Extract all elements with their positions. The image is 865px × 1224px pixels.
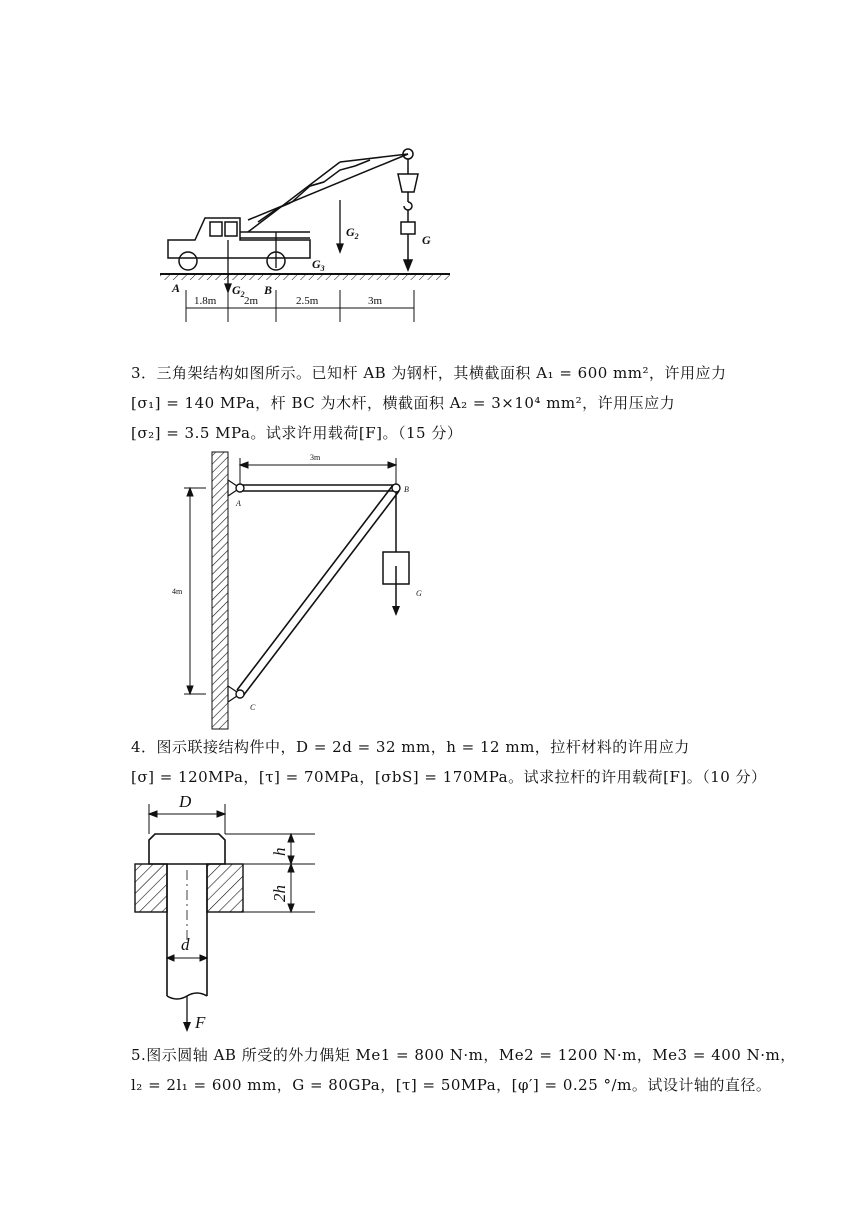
bolt-dim-d <box>167 955 207 961</box>
truss-figure <box>160 448 440 733</box>
problem-5-line-1: 5.图示圆轴 AB 所受的外力偶矩 Me1 = 800 N·m，Me2 = 1200 N·m，Me3 = 400 N·m， <box>131 1046 796 1064</box>
bolt-label-2h: 2h <box>270 885 289 902</box>
hook-and-load <box>398 159 418 270</box>
joint-B <box>392 484 400 492</box>
problem-4-line-1: 4．图示联接结构件中，D = 2d = 32 mm，h = 12 mm，拉杆材料的许用应力 <box>131 738 690 756</box>
bolt-force-arrow <box>183 1022 191 1032</box>
plate-left <box>135 864 167 912</box>
truss-bars <box>237 485 399 696</box>
problem-5-text <box>131 1040 796 1100</box>
problem-3-text <box>131 358 741 448</box>
ground-hatch <box>160 274 450 280</box>
joint-C <box>236 690 244 698</box>
problem-5-line-2: l₂ = 2l₁ = 600 mm，G = 80GPa，[τ] = 50MPa，[φ′] = 0.25 °/m。试设计轴的直径。 <box>131 1076 772 1094</box>
crane-label-G: G <box>422 233 431 247</box>
problem-3-line-3: [σ₂] = 3.5 MPa。试求许用载荷[F]。（15 分） <box>131 424 463 442</box>
plate-right <box>207 864 243 912</box>
truss-label-B: B <box>404 485 409 494</box>
crane-dim-3: 2.5m <box>296 295 319 307</box>
bolt-label-D: D <box>179 792 192 811</box>
crane-label-A: A <box>172 281 181 295</box>
problem-4-line-2: [σ] = 120MPa，[τ] = 70MPa，[σbS] = 170MPa。试求拉杆的许用载荷[F]。（10 分） <box>131 768 767 786</box>
bolt-figure <box>125 790 325 1035</box>
bolt-shank <box>167 864 207 999</box>
crane-label-G3: $G_3$ <box>312 257 325 273</box>
truss-label-A: A <box>236 499 241 508</box>
problem-4-text <box>131 732 767 792</box>
crane-dim-2: 2m <box>244 295 259 307</box>
crane-label-B: B <box>264 283 273 297</box>
bolt-label-F: F <box>195 1013 206 1032</box>
problem-3-line-2: [σ₁] = 140 MPa，杆 BC 为木杆，横截面积 A₂ = 3×10⁴ mm²，许用压应力 <box>131 394 676 412</box>
crane-label-G2-top: $G_2$ <box>346 225 359 241</box>
bolt-label-d: d <box>181 935 190 954</box>
crane-figure <box>160 140 450 330</box>
truss-load-arrow <box>392 606 400 616</box>
truss-load <box>383 492 409 614</box>
truss-dim-left: 4m <box>172 587 183 596</box>
truss-dim-top: 3m <box>310 453 321 462</box>
wall <box>212 452 228 729</box>
joint-A <box>236 484 244 492</box>
crane-dim-1: 1.8m <box>194 295 217 307</box>
problem-3-line-1: 3．三角架结构如图所示。已知杆 AB 为钢杆，其横截面积 A₁ = 600 mm²，许用应力 <box>131 364 727 382</box>
crane-boom <box>248 149 413 232</box>
bolt-label-h: h <box>270 847 289 856</box>
truck <box>168 218 310 270</box>
crane-dim-4: 3m <box>368 295 383 307</box>
crane-label-G2-bottom: $G_2$ <box>232 283 245 299</box>
bolt-head <box>149 834 225 864</box>
truss-label-C: C <box>250 703 256 712</box>
truss-label-G: G <box>416 589 422 598</box>
